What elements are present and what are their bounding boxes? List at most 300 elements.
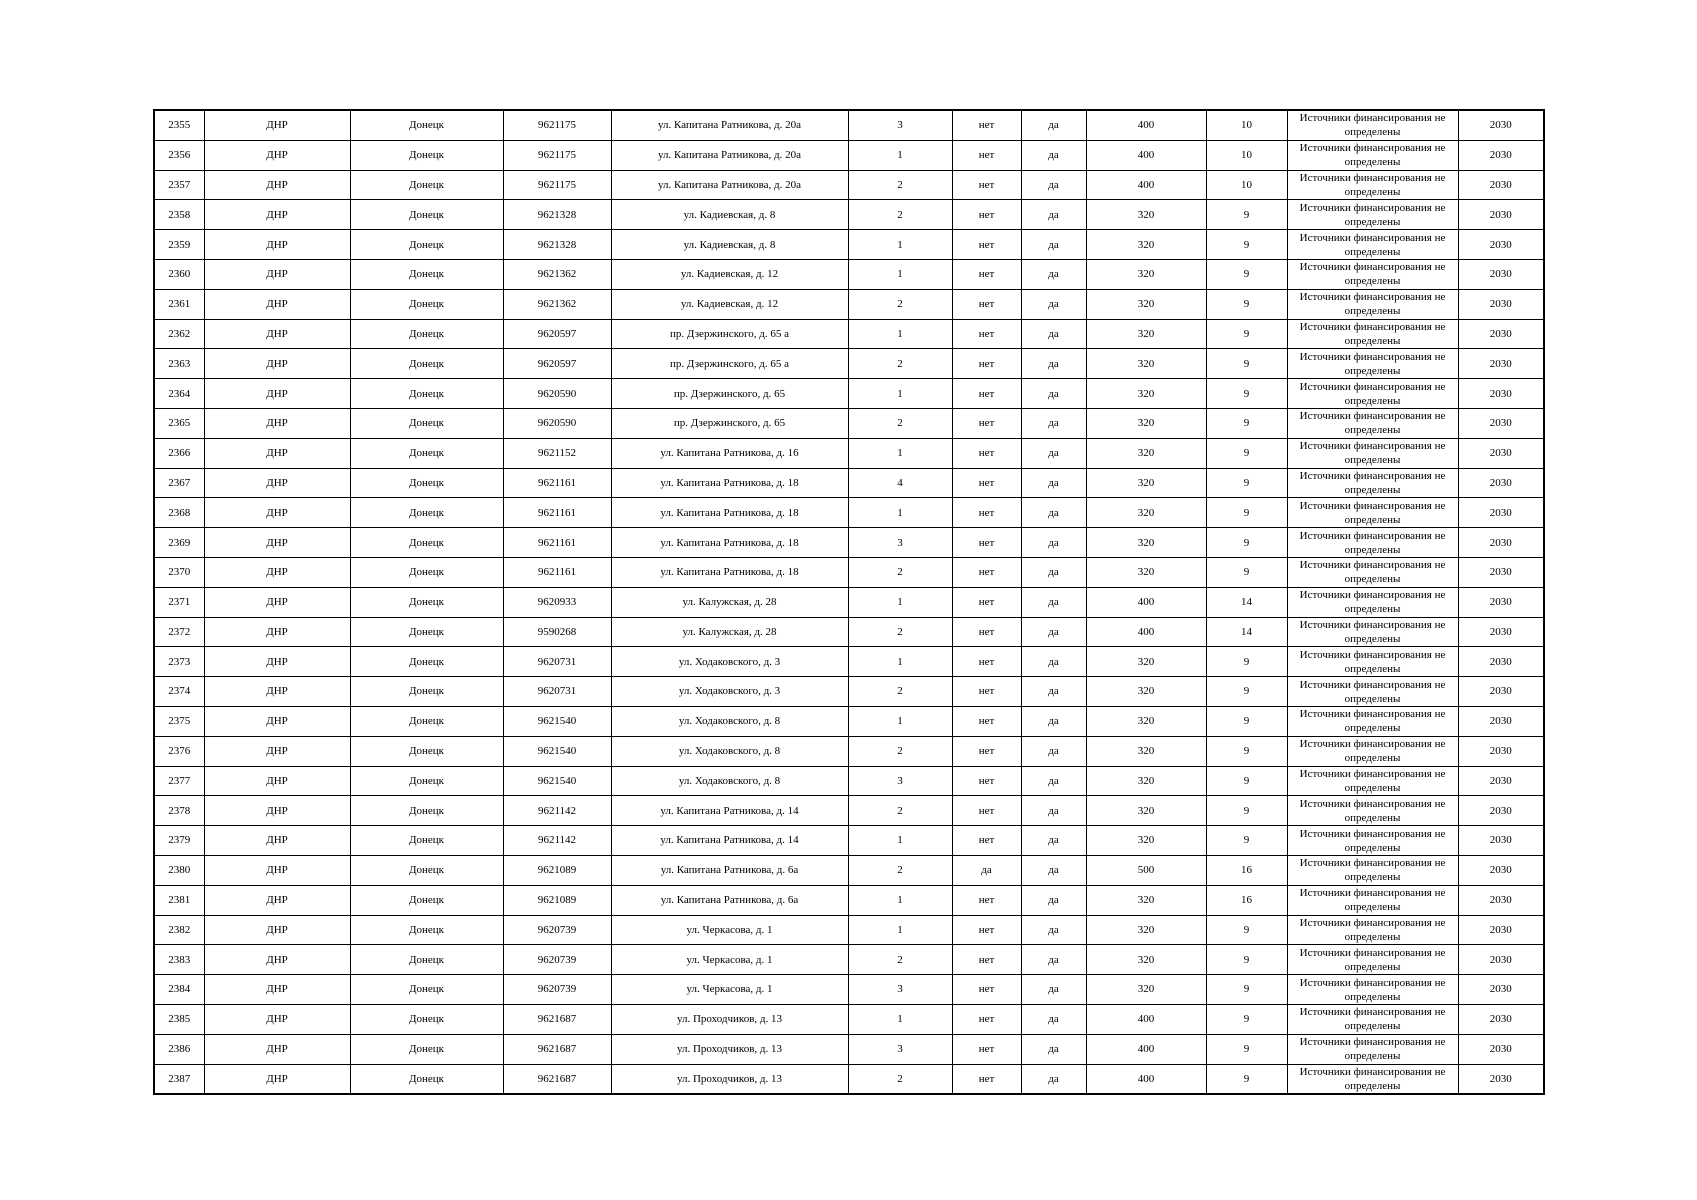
flag-b-cell: да	[1021, 766, 1086, 796]
region-cell: ДНР	[204, 1034, 350, 1064]
year-cell: 2030	[1458, 885, 1544, 915]
entrance-cell: 3	[848, 766, 952, 796]
city-cell: Донецк	[350, 289, 503, 319]
region-cell: ДНР	[204, 468, 350, 498]
region-cell: ДНР	[204, 975, 350, 1005]
year-cell: 2030	[1458, 915, 1544, 945]
value-b-cell: 16	[1206, 855, 1287, 885]
address-cell: ул. Капитана Ратникова, д. 14	[611, 796, 848, 826]
flag-a-cell: нет	[952, 1064, 1021, 1094]
year-cell: 2030	[1458, 438, 1544, 468]
region-cell: ДНР	[204, 200, 350, 230]
region-cell: ДНР	[204, 289, 350, 319]
address-cell: ул. Кадиевская, д. 12	[611, 259, 848, 289]
funding-cell: Источники финансирования не определены	[1287, 975, 1458, 1005]
funding-cell: Источники финансирования не определены	[1287, 557, 1458, 587]
year-cell: 2030	[1458, 1004, 1544, 1034]
code-cell: 9621142	[503, 796, 611, 826]
flag-b-cell: да	[1021, 975, 1086, 1005]
value-b-cell: 9	[1206, 468, 1287, 498]
flag-a-cell: нет	[952, 319, 1021, 349]
region-cell: ДНР	[204, 438, 350, 468]
row-number-cell: 2378	[154, 796, 204, 826]
table-row	[154, 855, 1544, 885]
flag-a-cell: нет	[952, 975, 1021, 1005]
city-cell: Донецк	[350, 826, 503, 856]
city-cell: Донецк	[350, 915, 503, 945]
code-cell: 9621687	[503, 1034, 611, 1064]
region-cell: ДНР	[204, 766, 350, 796]
value-b-cell: 9	[1206, 379, 1287, 409]
address-cell: ул. Проходчиков, д. 13	[611, 1004, 848, 1034]
value-a-cell: 320	[1086, 885, 1206, 915]
code-cell: 9621175	[503, 110, 611, 140]
code-cell: 9621152	[503, 438, 611, 468]
address-cell: ул. Кадиевская, д. 8	[611, 200, 848, 230]
year-cell: 2030	[1458, 796, 1544, 826]
value-b-cell: 9	[1206, 915, 1287, 945]
funding-cell: Источники финансирования не определены	[1287, 468, 1458, 498]
flag-a-cell: нет	[952, 736, 1021, 766]
table-row	[154, 945, 1544, 975]
address-cell: ул. Капитана Ратникова, д. 18	[611, 468, 848, 498]
year-cell: 2030	[1458, 766, 1544, 796]
code-cell: 9620739	[503, 915, 611, 945]
year-cell: 2030	[1458, 349, 1544, 379]
value-a-cell: 320	[1086, 438, 1206, 468]
entrance-cell: 2	[848, 855, 952, 885]
address-cell: ул. Капитана Ратникова, д. 20а	[611, 170, 848, 200]
value-b-cell: 9	[1206, 349, 1287, 379]
entrance-cell: 1	[848, 259, 952, 289]
year-cell: 2030	[1458, 587, 1544, 617]
table-row	[154, 110, 1544, 140]
code-cell: 9620590	[503, 379, 611, 409]
table-row	[154, 766, 1544, 796]
table-row	[154, 706, 1544, 736]
value-b-cell: 14	[1206, 617, 1287, 647]
table-row	[154, 438, 1544, 468]
funding-cell: Источники финансирования не определены	[1287, 528, 1458, 558]
entrance-cell: 1	[848, 438, 952, 468]
table-row	[154, 498, 1544, 528]
row-number-cell: 2383	[154, 945, 204, 975]
code-cell: 9621362	[503, 289, 611, 319]
funding-cell: Источники финансирования не определены	[1287, 1004, 1458, 1034]
city-cell: Донецк	[350, 349, 503, 379]
code-cell: 9621161	[503, 468, 611, 498]
city-cell: Донецк	[350, 110, 503, 140]
value-a-cell: 400	[1086, 140, 1206, 170]
funding-cell: Источники финансирования не определены	[1287, 349, 1458, 379]
flag-a-cell: нет	[952, 1004, 1021, 1034]
address-cell: пр. Дзержинского, д. 65	[611, 379, 848, 409]
funding-cell: Источники финансирования не определены	[1287, 736, 1458, 766]
value-a-cell: 320	[1086, 647, 1206, 677]
city-cell: Донецк	[350, 140, 503, 170]
flag-b-cell: да	[1021, 796, 1086, 826]
table-body	[154, 110, 1544, 1094]
value-b-cell: 9	[1206, 438, 1287, 468]
funding-cell: Источники финансирования не определены	[1287, 1034, 1458, 1064]
region-cell: ДНР	[204, 647, 350, 677]
value-a-cell: 320	[1086, 289, 1206, 319]
funding-cell: Источники финансирования не определены	[1287, 915, 1458, 945]
value-a-cell: 320	[1086, 200, 1206, 230]
address-cell: ул. Ходаковского, д. 8	[611, 706, 848, 736]
row-number-cell: 2358	[154, 200, 204, 230]
value-a-cell: 320	[1086, 975, 1206, 1005]
region-cell: ДНР	[204, 796, 350, 826]
city-cell: Донецк	[350, 1064, 503, 1094]
value-a-cell: 400	[1086, 587, 1206, 617]
flag-b-cell: да	[1021, 1004, 1086, 1034]
row-number-cell: 2362	[154, 319, 204, 349]
address-cell: пр. Дзержинского, д. 65 а	[611, 319, 848, 349]
region-cell: ДНР	[204, 915, 350, 945]
value-b-cell: 9	[1206, 200, 1287, 230]
code-cell: 9621687	[503, 1004, 611, 1034]
entrance-cell: 1	[848, 379, 952, 409]
value-a-cell: 320	[1086, 677, 1206, 707]
table-row	[154, 200, 1544, 230]
entrance-cell: 1	[848, 826, 952, 856]
flag-b-cell: да	[1021, 528, 1086, 558]
flag-b-cell: да	[1021, 379, 1086, 409]
city-cell: Донецк	[350, 617, 503, 647]
city-cell: Донецк	[350, 319, 503, 349]
flag-a-cell: нет	[952, 617, 1021, 647]
value-a-cell: 320	[1086, 379, 1206, 409]
flag-b-cell: да	[1021, 319, 1086, 349]
region-cell: ДНР	[204, 319, 350, 349]
funding-cell: Источники финансирования не определены	[1287, 826, 1458, 856]
code-cell: 9621328	[503, 230, 611, 260]
code-cell: 9621540	[503, 766, 611, 796]
entrance-cell: 1	[848, 647, 952, 677]
table-row	[154, 1034, 1544, 1064]
funding-cell: Источники финансирования не определены	[1287, 706, 1458, 736]
entrance-cell: 4	[848, 468, 952, 498]
value-b-cell: 16	[1206, 885, 1287, 915]
row-number-cell: 2373	[154, 647, 204, 677]
flag-b-cell: да	[1021, 170, 1086, 200]
row-number-cell: 2381	[154, 885, 204, 915]
row-number-cell: 2385	[154, 1004, 204, 1034]
value-a-cell: 320	[1086, 259, 1206, 289]
value-a-cell: 400	[1086, 617, 1206, 647]
value-b-cell: 9	[1206, 826, 1287, 856]
entrance-cell: 2	[848, 557, 952, 587]
entrance-cell: 3	[848, 110, 952, 140]
year-cell: 2030	[1458, 498, 1544, 528]
value-b-cell: 14	[1206, 587, 1287, 617]
value-a-cell: 320	[1086, 230, 1206, 260]
address-cell: ул. Капитана Ратникова, д. 6а	[611, 855, 848, 885]
value-a-cell: 320	[1086, 349, 1206, 379]
row-number-cell: 2360	[154, 259, 204, 289]
row-number-cell: 2370	[154, 557, 204, 587]
table-row	[154, 349, 1544, 379]
region-cell: ДНР	[204, 885, 350, 915]
address-cell: ул. Черкасова, д. 1	[611, 945, 848, 975]
region-cell: ДНР	[204, 379, 350, 409]
value-a-cell: 320	[1086, 706, 1206, 736]
region-cell: ДНР	[204, 1004, 350, 1034]
city-cell: Донецк	[350, 945, 503, 975]
value-b-cell: 9	[1206, 945, 1287, 975]
row-number-cell: 2374	[154, 677, 204, 707]
flag-a-cell: да	[952, 855, 1021, 885]
entrance-cell: 2	[848, 349, 952, 379]
table-row	[154, 468, 1544, 498]
address-cell: ул. Проходчиков, д. 13	[611, 1034, 848, 1064]
year-cell: 2030	[1458, 1034, 1544, 1064]
value-a-cell: 320	[1086, 736, 1206, 766]
entrance-cell: 2	[848, 289, 952, 319]
year-cell: 2030	[1458, 259, 1544, 289]
row-number-cell: 2359	[154, 230, 204, 260]
code-cell: 9620731	[503, 647, 611, 677]
value-a-cell: 400	[1086, 110, 1206, 140]
value-b-cell: 9	[1206, 528, 1287, 558]
value-b-cell: 9	[1206, 1064, 1287, 1094]
funding-cell: Источники финансирования не определены	[1287, 587, 1458, 617]
flag-a-cell: нет	[952, 677, 1021, 707]
value-a-cell: 320	[1086, 319, 1206, 349]
city-cell: Донецк	[350, 796, 503, 826]
city-cell: Донецк	[350, 200, 503, 230]
value-a-cell: 320	[1086, 766, 1206, 796]
year-cell: 2030	[1458, 557, 1544, 587]
value-b-cell: 9	[1206, 230, 1287, 260]
row-number-cell: 2364	[154, 379, 204, 409]
code-cell: 9621161	[503, 528, 611, 558]
city-cell: Донецк	[350, 885, 503, 915]
table-row	[154, 885, 1544, 915]
year-cell: 2030	[1458, 706, 1544, 736]
code-cell: 9621175	[503, 140, 611, 170]
funding-cell: Источники финансирования не определены	[1287, 885, 1458, 915]
value-a-cell: 320	[1086, 945, 1206, 975]
city-cell: Донецк	[350, 706, 503, 736]
flag-a-cell: нет	[952, 140, 1021, 170]
entrance-cell: 1	[848, 706, 952, 736]
row-number-cell: 2371	[154, 587, 204, 617]
flag-b-cell: да	[1021, 1064, 1086, 1094]
row-number-cell: 2363	[154, 349, 204, 379]
year-cell: 2030	[1458, 140, 1544, 170]
row-number-cell: 2365	[154, 408, 204, 438]
flag-a-cell: нет	[952, 110, 1021, 140]
row-number-cell: 2375	[154, 706, 204, 736]
flag-a-cell: нет	[952, 408, 1021, 438]
flag-b-cell: да	[1021, 438, 1086, 468]
funding-cell: Источники финансирования не определены	[1287, 766, 1458, 796]
year-cell: 2030	[1458, 319, 1544, 349]
table-row	[154, 379, 1544, 409]
entrance-cell: 2	[848, 170, 952, 200]
value-b-cell: 9	[1206, 677, 1287, 707]
address-cell: ул. Ходаковского, д. 3	[611, 647, 848, 677]
address-cell: ул. Кадиевская, д. 12	[611, 289, 848, 319]
code-cell: 9620739	[503, 945, 611, 975]
city-cell: Донецк	[350, 587, 503, 617]
flag-a-cell: нет	[952, 1034, 1021, 1064]
flag-b-cell: да	[1021, 826, 1086, 856]
value-b-cell: 9	[1206, 736, 1287, 766]
address-cell: ул. Ходаковского, д. 8	[611, 766, 848, 796]
funding-cell: Источники финансирования не определены	[1287, 230, 1458, 260]
city-cell: Донецк	[350, 438, 503, 468]
value-b-cell: 9	[1206, 1004, 1287, 1034]
code-cell: 9620731	[503, 677, 611, 707]
address-cell: ул. Калужская, д. 28	[611, 617, 848, 647]
funding-cell: Источники финансирования не определены	[1287, 289, 1458, 319]
flag-b-cell: да	[1021, 587, 1086, 617]
value-a-cell: 500	[1086, 855, 1206, 885]
value-a-cell: 320	[1086, 528, 1206, 558]
value-b-cell: 9	[1206, 796, 1287, 826]
code-cell: 9621175	[503, 170, 611, 200]
city-cell: Донецк	[350, 736, 503, 766]
entrance-cell: 3	[848, 1034, 952, 1064]
region-cell: ДНР	[204, 557, 350, 587]
value-a-cell: 320	[1086, 826, 1206, 856]
row-number-cell: 2377	[154, 766, 204, 796]
value-a-cell: 400	[1086, 1034, 1206, 1064]
value-a-cell: 400	[1086, 1064, 1206, 1094]
entrance-cell: 2	[848, 945, 952, 975]
region-cell: ДНР	[204, 110, 350, 140]
region-cell: ДНР	[204, 259, 350, 289]
code-cell: 9621540	[503, 706, 611, 736]
row-number-cell: 2355	[154, 110, 204, 140]
row-number-cell: 2379	[154, 826, 204, 856]
funding-cell: Источники финансирования не определены	[1287, 200, 1458, 230]
value-b-cell: 9	[1206, 408, 1287, 438]
flag-a-cell: нет	[952, 587, 1021, 617]
code-cell: 9621687	[503, 1064, 611, 1094]
value-b-cell: 9	[1206, 259, 1287, 289]
value-b-cell: 9	[1206, 766, 1287, 796]
row-number-cell: 2384	[154, 975, 204, 1005]
row-number-cell: 2367	[154, 468, 204, 498]
region-cell: ДНР	[204, 945, 350, 975]
table-row	[154, 796, 1544, 826]
entrance-cell: 2	[848, 1064, 952, 1094]
funding-cell: Источники финансирования не определены	[1287, 408, 1458, 438]
code-cell: 9590268	[503, 617, 611, 647]
row-number-cell: 2366	[154, 438, 204, 468]
table-row	[154, 617, 1544, 647]
year-cell: 2030	[1458, 170, 1544, 200]
value-a-cell: 320	[1086, 468, 1206, 498]
year-cell: 2030	[1458, 379, 1544, 409]
address-cell: ул. Ходаковского, д. 3	[611, 677, 848, 707]
year-cell: 2030	[1458, 736, 1544, 766]
address-cell: ул. Капитана Ратникова, д. 20а	[611, 140, 848, 170]
region-cell: ДНР	[204, 617, 350, 647]
entrance-cell: 1	[848, 140, 952, 170]
address-cell: ул. Капитана Ратникова, д. 18	[611, 528, 848, 558]
funding-cell: Источники финансирования не определены	[1287, 945, 1458, 975]
year-cell: 2030	[1458, 617, 1544, 647]
region-cell: ДНР	[204, 736, 350, 766]
city-cell: Донецк	[350, 1034, 503, 1064]
flag-b-cell: да	[1021, 647, 1086, 677]
entrance-cell: 1	[848, 587, 952, 617]
value-b-cell: 9	[1206, 1034, 1287, 1064]
entrance-cell: 2	[848, 796, 952, 826]
funding-cell: Источники финансирования не определены	[1287, 438, 1458, 468]
year-cell: 2030	[1458, 289, 1544, 319]
flag-b-cell: да	[1021, 617, 1086, 647]
flag-b-cell: да	[1021, 885, 1086, 915]
city-cell: Донецк	[350, 259, 503, 289]
city-cell: Донецк	[350, 677, 503, 707]
table-row	[154, 319, 1544, 349]
city-cell: Донецк	[350, 408, 503, 438]
year-cell: 2030	[1458, 826, 1544, 856]
region-cell: ДНР	[204, 677, 350, 707]
flag-b-cell: да	[1021, 289, 1086, 319]
flag-a-cell: нет	[952, 647, 1021, 677]
year-cell: 2030	[1458, 230, 1544, 260]
entrance-cell: 1	[848, 885, 952, 915]
region-cell: ДНР	[204, 528, 350, 558]
flag-a-cell: нет	[952, 498, 1021, 528]
region-cell: ДНР	[204, 408, 350, 438]
funding-cell: Источники финансирования не определены	[1287, 140, 1458, 170]
code-cell: 9620597	[503, 349, 611, 379]
city-cell: Донецк	[350, 855, 503, 885]
region-cell: ДНР	[204, 170, 350, 200]
code-cell: 9620739	[503, 975, 611, 1005]
flag-a-cell: нет	[952, 230, 1021, 260]
table-row	[154, 170, 1544, 200]
flag-b-cell: да	[1021, 945, 1086, 975]
funding-cell: Источники финансирования не определены	[1287, 379, 1458, 409]
funding-cell: Источники финансирования не определены	[1287, 855, 1458, 885]
flag-b-cell: да	[1021, 498, 1086, 528]
funding-cell: Источники финансирования не определены	[1287, 259, 1458, 289]
region-cell: ДНР	[204, 498, 350, 528]
row-number-cell: 2387	[154, 1064, 204, 1094]
funding-cell: Источники финансирования не определены	[1287, 617, 1458, 647]
code-cell: 9620590	[503, 408, 611, 438]
value-a-cell: 320	[1086, 796, 1206, 826]
table-row	[154, 975, 1544, 1005]
row-number-cell: 2386	[154, 1034, 204, 1064]
value-b-cell: 9	[1206, 289, 1287, 319]
flag-a-cell: нет	[952, 706, 1021, 736]
flag-a-cell: нет	[952, 557, 1021, 587]
entrance-cell: 2	[848, 617, 952, 647]
table-row	[154, 528, 1544, 558]
address-cell: пр. Дзержинского, д. 65	[611, 408, 848, 438]
flag-a-cell: нет	[952, 766, 1021, 796]
region-cell: ДНР	[204, 349, 350, 379]
flag-b-cell: да	[1021, 110, 1086, 140]
city-cell: Донецк	[350, 1004, 503, 1034]
city-cell: Донецк	[350, 975, 503, 1005]
table-row	[154, 408, 1544, 438]
year-cell: 2030	[1458, 647, 1544, 677]
flag-b-cell: да	[1021, 200, 1086, 230]
year-cell: 2030	[1458, 110, 1544, 140]
funding-cell: Источники финансирования не определены	[1287, 647, 1458, 677]
